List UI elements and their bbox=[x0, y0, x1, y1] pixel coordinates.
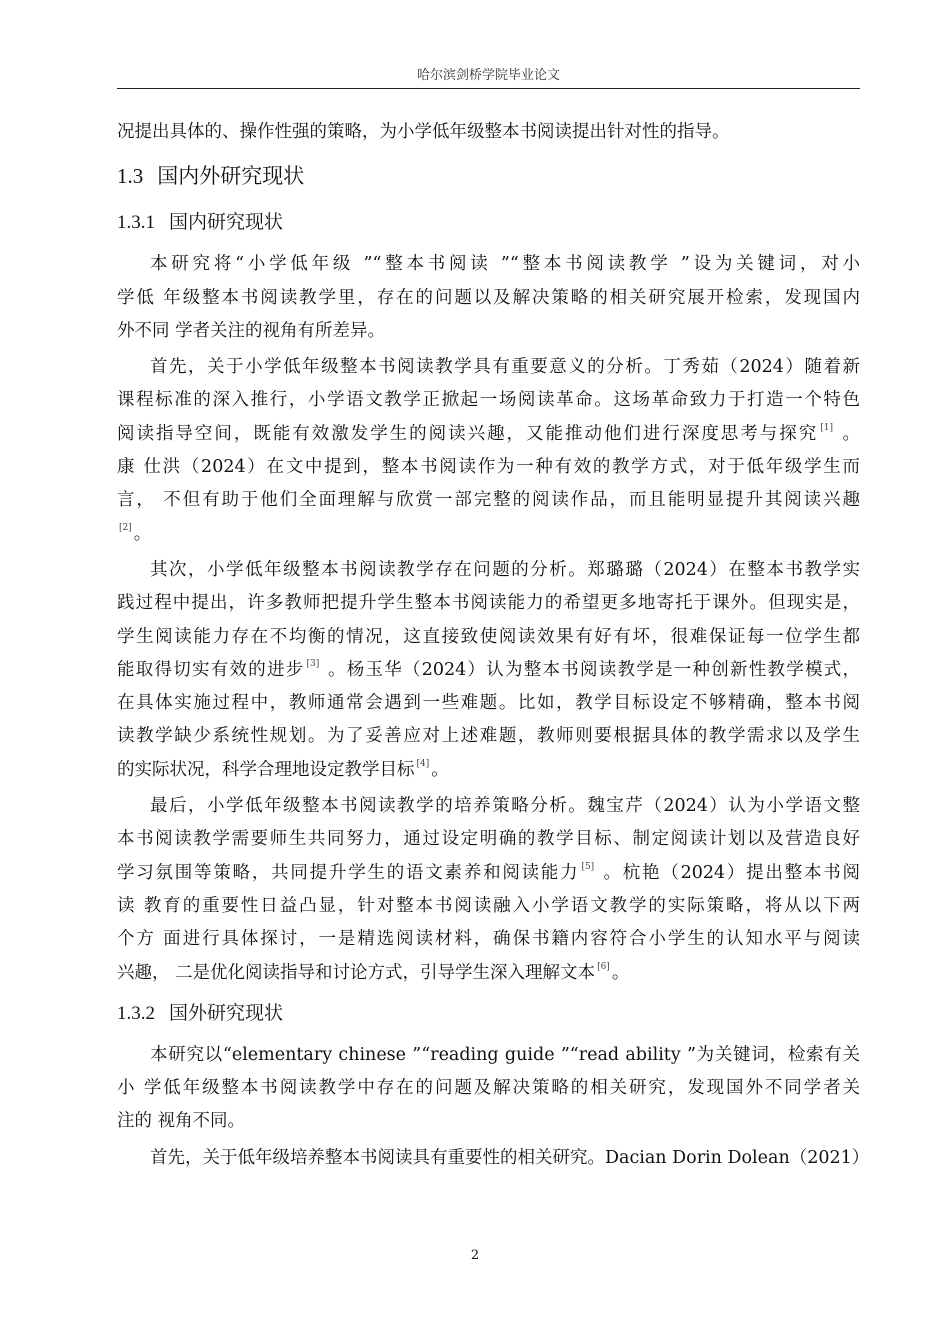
text-line bbox=[117, 351, 860, 384]
text-run: 小 学低年级整本书阅读教学中存在的问题及解决策略的相关研究，发现国外不同学者关 bbox=[117, 1078, 860, 1099]
text-line bbox=[117, 587, 860, 620]
paragraph bbox=[117, 554, 860, 787]
text-run: 康 仕洪（2024）在文中提到，整本书阅读作为一种有效的教学方式，对于低年级学生而 bbox=[117, 457, 860, 478]
text-line bbox=[117, 754, 860, 787]
text-run: 个方 面进行具体探讨，一是精选阅读材料，确保书籍内容符合小学生的认知水平与阅读 bbox=[117, 929, 860, 950]
paragraph bbox=[117, 1039, 860, 1139]
running-header: 哈尔滨剑桥学院毕业论文 bbox=[416, 68, 560, 83]
text-run: 能取得切实有效的进步 bbox=[117, 659, 305, 680]
text-run: 况提出具体的、操作性强的策略，为小学低年级整本书阅读提出针对性的指导。 bbox=[117, 122, 730, 142]
text-run: 首先，关于小学低年级整本书阅读教学具有重要意义的分析。丁秀茹（2024）随着新 bbox=[150, 357, 860, 378]
text-run: 。 bbox=[133, 523, 152, 544]
subsection-heading bbox=[117, 990, 860, 1036]
text-run: 本研究将“小学低年级 ”“整本书阅读 ”“整本书阅读教学 ”设为关键词，对小 bbox=[150, 254, 860, 275]
text-line bbox=[117, 418, 860, 451]
header-divider bbox=[117, 88, 860, 89]
text-run: 。 bbox=[611, 962, 630, 983]
text-line bbox=[117, 621, 860, 654]
section-heading bbox=[117, 153, 860, 199]
text-run: 学生阅读能力存在不均衡的情况，这直接致使阅读效果有好有坏，很难保证每一位学生都 bbox=[117, 626, 860, 647]
text-run: 本书阅读教学需要师生共同努力，通过设定明确的教学目标、制定阅读计划以及营造良好 bbox=[117, 829, 860, 850]
text-line bbox=[117, 315, 860, 348]
text-run: 阅读指导空间，既能有效激发学生的阅读兴趣，又能推动他们进行深度思考与探究 bbox=[117, 423, 819, 444]
text-line bbox=[117, 554, 860, 587]
text-run: 其次，小学低年级整本书阅读教学存在问题的分析。郑璐璐（2024）在整本书教学实 bbox=[150, 559, 860, 580]
text-line bbox=[117, 248, 860, 281]
text-run: 。杭艳（2024）提出整本书阅 bbox=[596, 862, 860, 883]
text-run: 学习氛围等策略，共同提升学生的语文素养和阅读能力 bbox=[117, 862, 580, 883]
citation-superscript: [3] bbox=[306, 658, 320, 669]
citation-superscript: [2] bbox=[119, 522, 132, 533]
citation-superscript: [6] bbox=[597, 961, 610, 972]
citation-superscript: [4] bbox=[416, 758, 430, 769]
heading-title: 国内研究现状 bbox=[169, 211, 284, 234]
text-line bbox=[117, 1105, 860, 1138]
text-line bbox=[117, 484, 860, 517]
text-line bbox=[117, 957, 860, 990]
paragraph bbox=[117, 116, 860, 149]
document-body bbox=[117, 113, 870, 1175]
subsection-heading bbox=[117, 199, 860, 245]
text-line bbox=[117, 451, 860, 484]
text-run: 在具体实施过程中，教师通常会遇到一些难题。比如，教学目标设定不够精确，整本书阅 bbox=[117, 693, 860, 714]
text-line bbox=[117, 823, 860, 856]
text-line bbox=[117, 654, 860, 687]
heading-number: 1.3.1 bbox=[117, 212, 155, 234]
text-line bbox=[117, 384, 860, 417]
heading-title: 国外研究现状 bbox=[169, 1001, 284, 1024]
text-run: 最后，小学低年级整本书阅读教学的培养策略分析。魏宝芹（2024）认为小学语文整 bbox=[150, 796, 860, 817]
text-line bbox=[117, 790, 860, 823]
text-run: 外不同 学者关注的视角有所差异。 bbox=[117, 320, 386, 341]
heading-title: 国内外研究现状 bbox=[157, 164, 305, 189]
text-run: 。 bbox=[834, 423, 860, 444]
text-run: 践过程中提出，许多教师把提升学生整本书阅读能力的希望更多地寄托于课外。但现实是， bbox=[117, 593, 860, 614]
text-line bbox=[117, 282, 860, 315]
page-number: 2 bbox=[470, 1248, 480, 1263]
text-line bbox=[117, 1072, 860, 1105]
text-line bbox=[117, 857, 860, 890]
citation-superscript: [1] bbox=[820, 422, 833, 433]
text-run: 的实际状况，科学合理地设定教学目标 bbox=[117, 759, 415, 780]
text-run: 注的 视角不同。 bbox=[117, 1111, 246, 1132]
text-line bbox=[117, 116, 860, 149]
heading-number: 1.3.2 bbox=[117, 1002, 155, 1024]
heading-number: 1.3 bbox=[117, 164, 144, 189]
text-run: 课程标准的深入推行，小学语文教学正掀起一场阅读革命。这场革命致力于打造一个特色 bbox=[117, 390, 860, 411]
text-run: 兴趣， 二是优化阅读指导和讨论方式，引导学生深入理解文本 bbox=[117, 962, 596, 983]
text-line bbox=[117, 1039, 860, 1072]
paragraph bbox=[117, 351, 860, 551]
paragraph bbox=[117, 1142, 870, 1175]
text-line bbox=[117, 923, 860, 956]
text-run: 学低 年级整本书阅读教学里，存在的问题以及解决策略的相关研究展开检索，发现国内 bbox=[117, 287, 860, 308]
paragraph bbox=[117, 790, 860, 990]
text-line bbox=[117, 890, 860, 923]
text-run: 读 教育的重要性日益凸显，针对整本书阅读融入小学语文教学的实际策略，将从以下两 bbox=[117, 895, 860, 916]
text-run: 言， 不但有助于他们全面理解与欣赏一部完整的阅读作品，而且能明显提升其阅读兴趣 bbox=[117, 490, 860, 511]
citation-superscript: [5] bbox=[581, 861, 595, 872]
text-run: 本研究以“elementary chinese ”“reading guide ”“read ability ”为关键词，检索有关 bbox=[150, 1044, 860, 1065]
text-run: 读教学缺少系统性规划。为了妥善应对上述难题，教师则要根据具体的教学需求以及学生 bbox=[117, 726, 860, 747]
paragraph bbox=[117, 248, 860, 348]
text-run: 。杨玉华（2024）认为整本书阅读教学是一种创新性教学模式， bbox=[321, 659, 861, 680]
text-line bbox=[117, 1142, 870, 1175]
text-run: 。 bbox=[431, 759, 449, 780]
text-line bbox=[117, 518, 860, 551]
text-line bbox=[117, 687, 860, 720]
text-line bbox=[117, 720, 860, 753]
text-run: 首先，关于低年级培养整本书阅读具有重要性的相关研究。Dacian Dorin Dolean（2021） bbox=[150, 1147, 870, 1168]
